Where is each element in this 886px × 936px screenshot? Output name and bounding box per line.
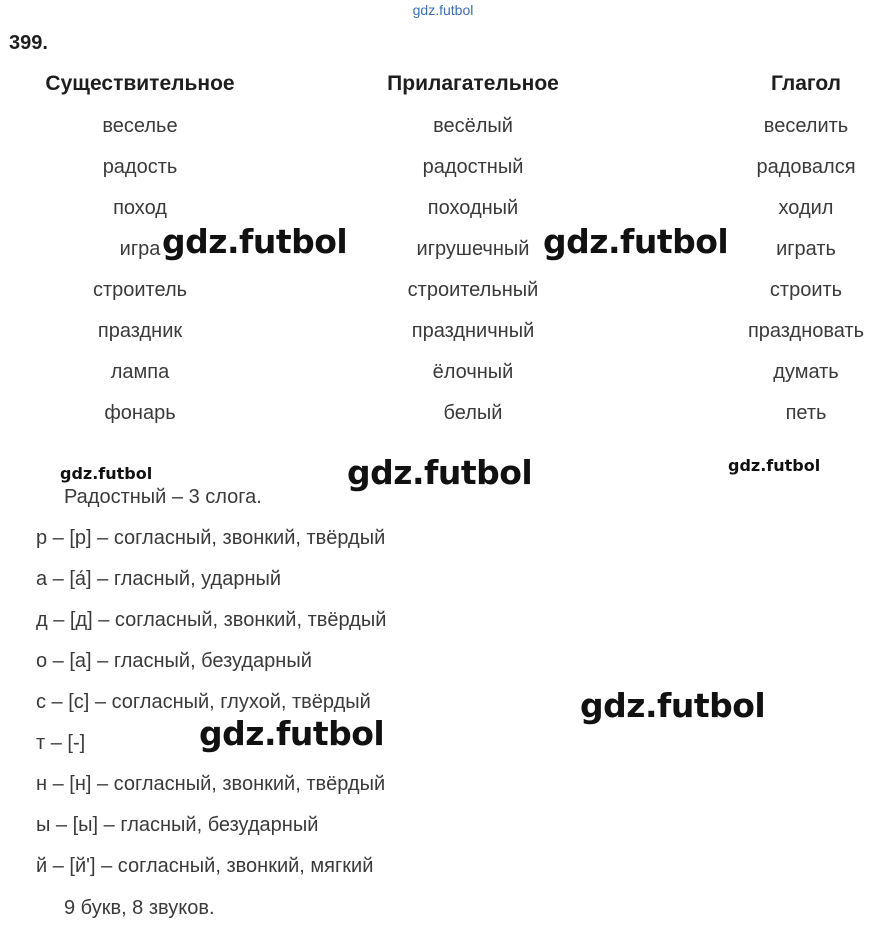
- adjective-word: белый: [443, 402, 503, 424]
- watermark: gdz.futbol: [199, 714, 385, 753]
- adjective-word: весёлый: [433, 115, 513, 137]
- noun-word: строитель: [92, 279, 188, 301]
- sound-line: р – [р] – согласный, звонкий, твёрдый: [36, 527, 386, 549]
- header-verb: Глагол: [771, 72, 841, 95]
- noun-word: веселье: [102, 115, 178, 137]
- verb-word: радовался: [756, 156, 856, 178]
- sound-line: ы – [ы] – гласный, безударный: [36, 814, 319, 836]
- verb-word: веселить: [763, 115, 849, 137]
- adjective-word: радостный: [422, 156, 524, 178]
- adjective-word: походный: [427, 197, 519, 219]
- noun-word: радость: [102, 156, 178, 178]
- watermark: gdz.futbol: [347, 453, 533, 492]
- watermark: gdz.futbol: [162, 222, 348, 261]
- sound-line: н – [н] – согласный, звонкий, твёрдый: [36, 773, 386, 795]
- sound-line: а – [а́] – гласный, ударный: [36, 568, 282, 590]
- verb-word: строить: [769, 279, 843, 301]
- analysis-summary: 9 букв, 8 звуков.: [64, 897, 215, 919]
- verb-word: праздновать: [747, 320, 865, 342]
- watermark: gdz.futbol: [543, 222, 729, 261]
- watermark: gdz.futbol: [60, 464, 153, 483]
- noun-word: поход: [113, 197, 167, 219]
- watermark: gdz.futbol: [728, 456, 821, 475]
- noun-word: лампа: [110, 361, 170, 383]
- task-number: 399.: [9, 32, 48, 54]
- watermark: gdz.futbol: [580, 686, 766, 725]
- verb-word: играть: [776, 238, 836, 260]
- header-adjective: Прилагательное: [387, 72, 559, 95]
- adjective-word: праздничный: [411, 320, 535, 342]
- watermark-top: gdz.futbol: [412, 2, 474, 18]
- sound-line: й – [й'] – согласный, звонкий, мягкий: [36, 855, 374, 877]
- verb-word: ходил: [778, 197, 834, 219]
- verb-word: думать: [773, 361, 839, 383]
- adjective-word: строительный: [407, 279, 539, 301]
- verb-word: петь: [785, 402, 827, 424]
- noun-word: праздник: [97, 320, 183, 342]
- header-noun: Существительное: [45, 72, 235, 95]
- sound-line: д – [д] – согласный, звонкий, твёрдый: [36, 609, 387, 631]
- analysis-intro: Радостный – 3 слога.: [64, 486, 262, 508]
- sound-line: т – [-]: [36, 732, 86, 754]
- noun-word: фонарь: [104, 402, 176, 424]
- sound-line: о – [а] – гласный, безударный: [36, 650, 312, 672]
- noun-word: игра: [119, 238, 161, 260]
- adjective-word: ёлочный: [432, 361, 514, 383]
- adjective-word: игрушечный: [416, 238, 530, 260]
- sound-line: с – [с] – согласный, глухой, твёрдый: [36, 691, 371, 713]
